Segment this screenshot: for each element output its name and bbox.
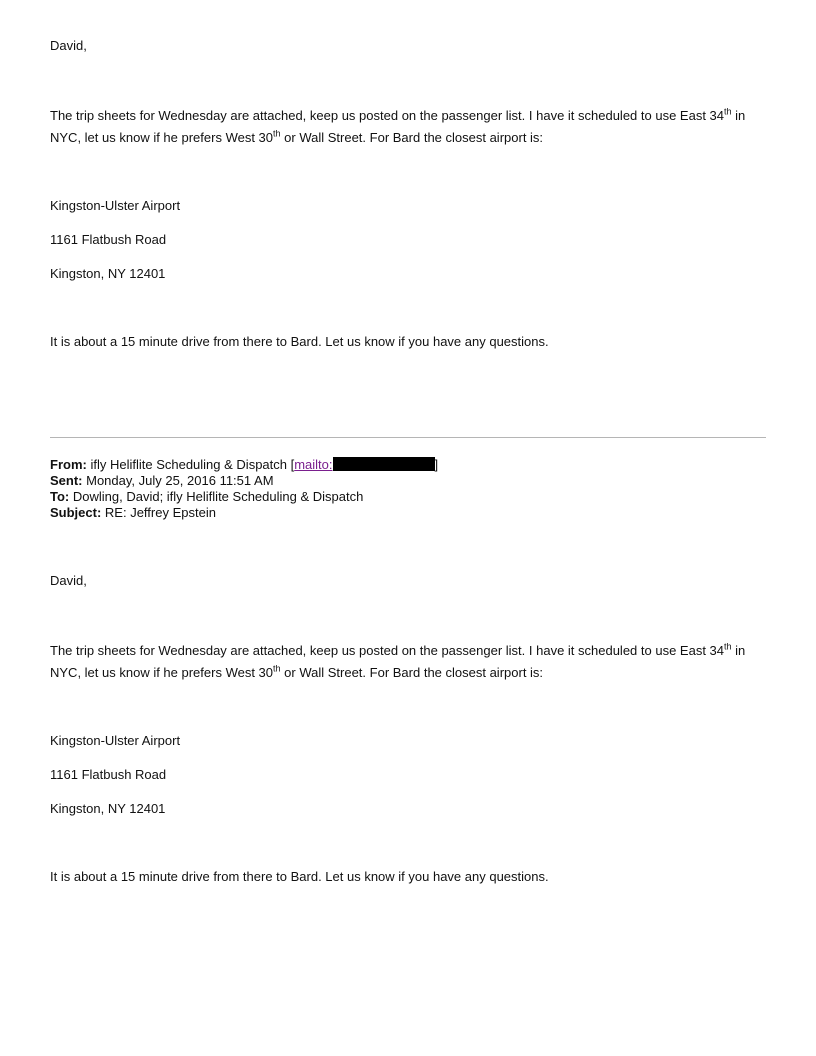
original-address-street: 1161 Flatbush Road [50, 767, 167, 782]
header-subject: Subject: RE: Jeffrey Epstein [50, 505, 216, 520]
original-body-line-1: The trip sheets for Wednesday are attached, keep us posted on the passenger list. I have it scheduled to use East 34th in [50, 641, 746, 658]
header-sent: Sent: Monday, July 25, 2016 11:51 AM [50, 473, 274, 488]
message-divider [50, 437, 766, 438]
redaction-block [333, 457, 435, 471]
header-to: To: Dowling, David; ifly Heliflite Scheduling & Dispatch [50, 489, 364, 504]
original-body-line-2: NYC, let us know if he prefers West 30th or Wall Street. For Bard the closest airport is: [50, 663, 544, 680]
original-body [50, 640, 766, 684]
reply-address-street: 1161 Flatbush Road [50, 232, 167, 247]
original-address-city: Kingston, NY 12401 [50, 801, 166, 816]
mailto-link[interactable]: mailto: [294, 457, 333, 472]
message-header [50, 457, 766, 521]
reply-body-line-1: The trip sheets for Wednesday are attached, keep us posted on the passenger list. I have it scheduled to use East 34th in [50, 106, 746, 123]
original-closing: It is about a 15 minute drive from there to Bard. Let us know if you have any questions. [50, 869, 549, 884]
original-greeting: David, [50, 573, 87, 588]
reply-body-line-2: NYC, let us know if he prefers West 30th or Wall Street. For Bard the closest airport is: [50, 128, 544, 145]
reply-closing: It is about a 15 minute drive from there to Bard. Let us know if you have any questions. [50, 334, 549, 349]
header-from: From: ifly Heliflite Scheduling & Dispatch [mailto: ] [50, 457, 439, 472]
original-address-name: Kingston-Ulster Airport [50, 733, 181, 748]
reply-body [50, 105, 766, 149]
reply-address-city: Kingston, NY 12401 [50, 266, 166, 281]
reply-greeting: David, [50, 38, 87, 53]
reply-address-name: Kingston-Ulster Airport [50, 198, 181, 213]
